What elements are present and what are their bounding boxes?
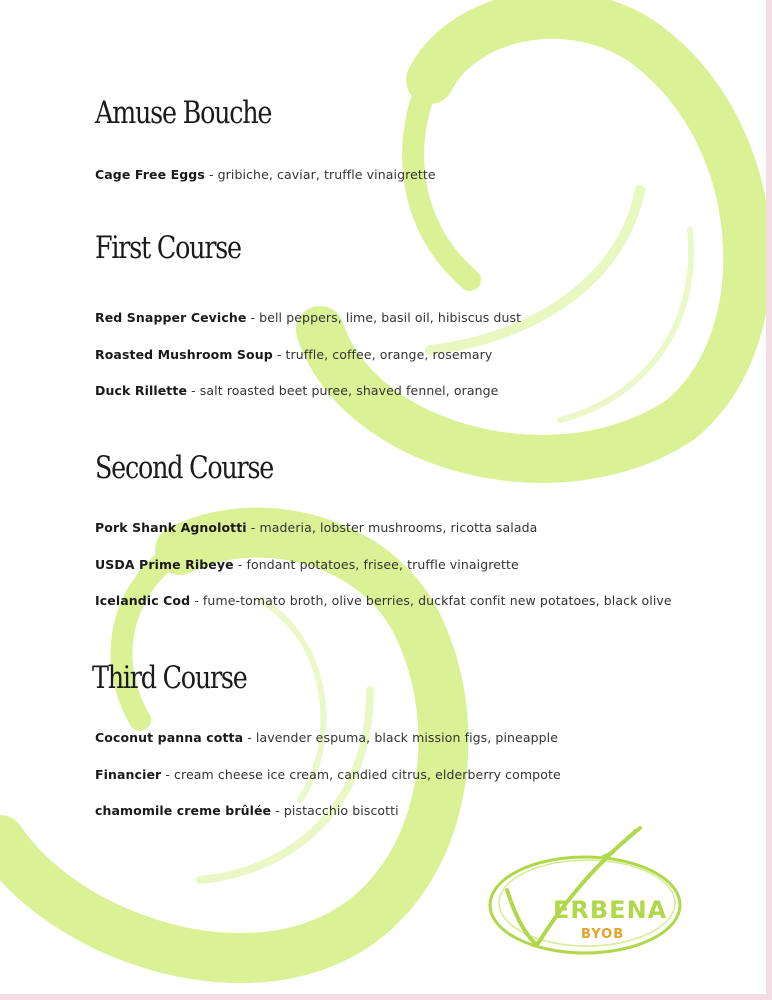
page-edge-bottom <box>0 994 772 1000</box>
menu-item-name: USDA Prime Ribeye <box>95 557 234 572</box>
menu-item-description: - salt roasted beet puree, shaved fennel, orange <box>187 383 499 398</box>
menu-item-name: Roasted Mushroom Soup <box>95 347 273 362</box>
menu-item-description: - cream cheese ice cream, candied citrus, elderberry compote <box>161 767 561 782</box>
menu-item <box>95 767 561 782</box>
section-title-first-course: First Course <box>95 230 241 266</box>
menu-item <box>95 730 558 745</box>
menu-item-name: Coconut panna cotta <box>95 730 244 745</box>
menu-item <box>95 383 498 398</box>
menu-item <box>95 167 436 182</box>
menu-item <box>95 557 519 572</box>
menu-item-description: - fume-tomato broth, olive berries, duckfat confit new potatoes, black olive <box>190 593 672 608</box>
menu-item <box>95 310 521 325</box>
logo-subtitle: BYOB <box>581 927 625 942</box>
menu-item-name: Pork Shank Agnolotti <box>95 520 247 535</box>
menu-item-description: - maderia, lobster mushrooms, ricotta salada <box>246 520 538 535</box>
menu-item-name: Financier <box>95 767 162 782</box>
menu-item-name: chamomile creme brûlée <box>95 803 272 818</box>
menu-item-name: Duck Rillette <box>95 383 188 398</box>
menu-item-description: - truffle, coffee, orange, rosemary <box>272 347 493 362</box>
section-title-second-course: Second Course <box>95 450 274 486</box>
menu-item-description: - fondant potatoes, frisee, truffle vinaigrette <box>233 557 519 572</box>
menu-item-description: - gribiche, caviar, truffle vinaigrette <box>204 167 436 182</box>
menu-item-name: Red Snapper Ceviche <box>95 310 247 325</box>
section-title-amuse-bouche: Amuse Bouche <box>95 95 272 131</box>
logo-wordmark: ERBENA <box>553 896 668 924</box>
menu-item <box>95 520 537 535</box>
section-title-third-course: Third Course <box>92 660 247 696</box>
page-edge-right <box>766 0 772 1000</box>
menu-item <box>95 347 492 362</box>
menu-item <box>95 593 672 608</box>
menu-item-description: - lavender espuma, black mission figs, pineapple <box>243 730 559 745</box>
menu-item-name: Cage Free Eggs <box>95 167 205 182</box>
menu-item-description: - pistacchio biscotti <box>271 803 399 818</box>
menu-item-name: Icelandic Cod <box>95 593 191 608</box>
menu-item <box>95 803 399 818</box>
menu-item-description: - bell peppers, lime, basil oil, hibiscus dust <box>246 310 522 325</box>
